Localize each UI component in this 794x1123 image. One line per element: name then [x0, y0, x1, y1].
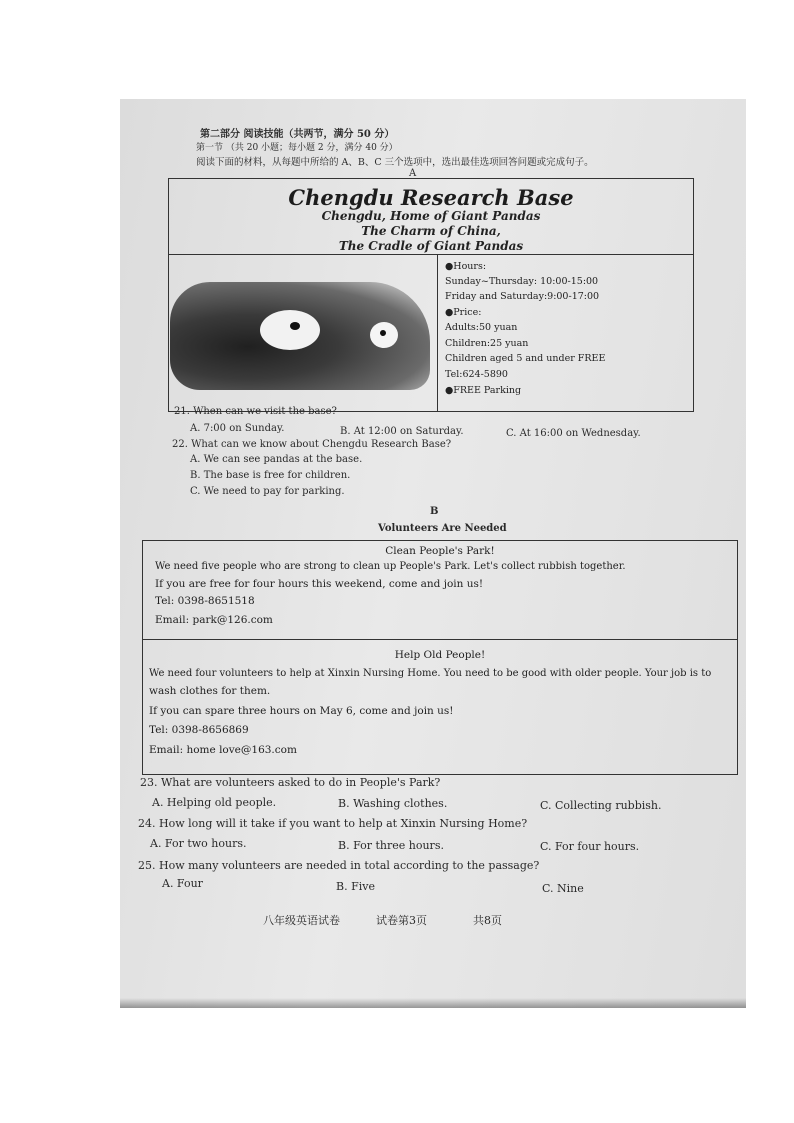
info-line: ●Price: [445, 307, 482, 318]
divider [437, 254, 438, 411]
ad1-line: If you are free for four hours this weekend, come and join us! [155, 578, 484, 590]
question-24: 24. How long will it take if you want to help at Xinxin Nursing Home? [138, 817, 528, 830]
info-line: ●FREE Parking [445, 385, 522, 396]
passage-a-subtitle: The Cradle of Giant Pandas [338, 239, 524, 253]
passage-a-subtitle: The Charm of China, [361, 224, 501, 238]
option: A. We can see pandas at the base. [190, 454, 363, 465]
passage-b-box [142, 540, 738, 775]
option: C. For four hours. [540, 840, 640, 853]
ad2-line: Email: home love@163.com [149, 744, 297, 756]
option: B. Washing clothes. [338, 797, 448, 810]
info-line: Children:25 yuan [445, 338, 529, 349]
divider [169, 254, 693, 255]
option: A. 7:00 on Sunday. [190, 423, 285, 434]
instruction: 阅读下面的材料，从每题中所给的 A、B、C 三个选项中，选出最佳选项回答问题或完成句子。 [196, 157, 594, 168]
passage-a-title: Chengdu Research Base [288, 185, 574, 210]
question-21: 21. When can we visit the base? [174, 406, 337, 417]
question-23: 23. What are volunteers asked to do in People's Park? [140, 776, 441, 789]
ad2-line: We need four volunteers to help at Xinxin Nursing Home. You need to be good with older people. Your job is to [149, 668, 712, 679]
ad2-line: wash clothes for them. [149, 685, 271, 697]
part-title: 第二部分 阅读技能（共两节，满分 50 分） [200, 129, 395, 140]
ad2-line: If you can spare three hours on May 6, come and join us! [149, 705, 454, 717]
info-line: Children aged 5 and under FREE [445, 353, 606, 364]
passage-b-label: B [430, 506, 439, 517]
ad1-line: Email: park@126.com [155, 614, 273, 626]
footer-grade: 八年级英语试卷 [263, 914, 340, 927]
ad1-title: Clean People's Park! [385, 545, 495, 557]
option: C. At 16:00 on Wednesday. [506, 428, 641, 439]
passage-a-label: A [409, 168, 417, 179]
passage-a-subtitle: Chengdu, Home of Giant Pandas [321, 209, 541, 223]
giant-pandas-photo-icon [170, 282, 430, 390]
ad1-line: We need five people who are strong to clean up People's Park. Let's collect rubbish together. [155, 561, 626, 572]
info-line: Friday and Saturday:9:00-17:00 [445, 291, 600, 302]
section-title: 第一节 （共 20 小题；每小题 2 分，满分 40 分） [196, 143, 398, 153]
photo-shadow [120, 998, 746, 1008]
info-line: ●Hours: [445, 261, 487, 272]
info-line: Sunday~Thursday: 10:00-15:00 [445, 276, 599, 287]
option: C. Collecting rubbish. [540, 799, 662, 812]
option: B. For three hours. [338, 839, 444, 852]
question-25: 25. How many volunteers are needed in total according to the passage? [138, 859, 540, 872]
footer-page: 试卷第3页 [376, 914, 427, 927]
option: A. Four [162, 877, 203, 890]
exam-paper-photo [120, 99, 746, 1008]
option: A. For two hours. [150, 837, 247, 850]
option: A. Helping old people. [152, 796, 277, 809]
ad2-title: Help Old People! [394, 649, 486, 661]
option: B. The base is free for children. [190, 470, 351, 481]
option: C. We need to pay for parking. [190, 486, 345, 497]
ad2-line: Tel: 0398-8656869 [149, 724, 249, 736]
option: B. Five [336, 880, 375, 893]
ad1-line: Tel: 0398-8651518 [155, 595, 255, 607]
info-line: Tel:624-5890 [445, 369, 508, 380]
info-line: Adults:50 yuan [445, 322, 518, 333]
passage-b-title: Volunteers Are Needed [378, 523, 507, 534]
question-22: 22. What can we know about Chengdu Research Base? [172, 439, 452, 450]
footer-total: 共8页 [473, 914, 502, 927]
divider [143, 639, 737, 640]
option: C. Nine [542, 882, 584, 895]
option: B. At 12:00 on Saturday. [340, 426, 464, 437]
